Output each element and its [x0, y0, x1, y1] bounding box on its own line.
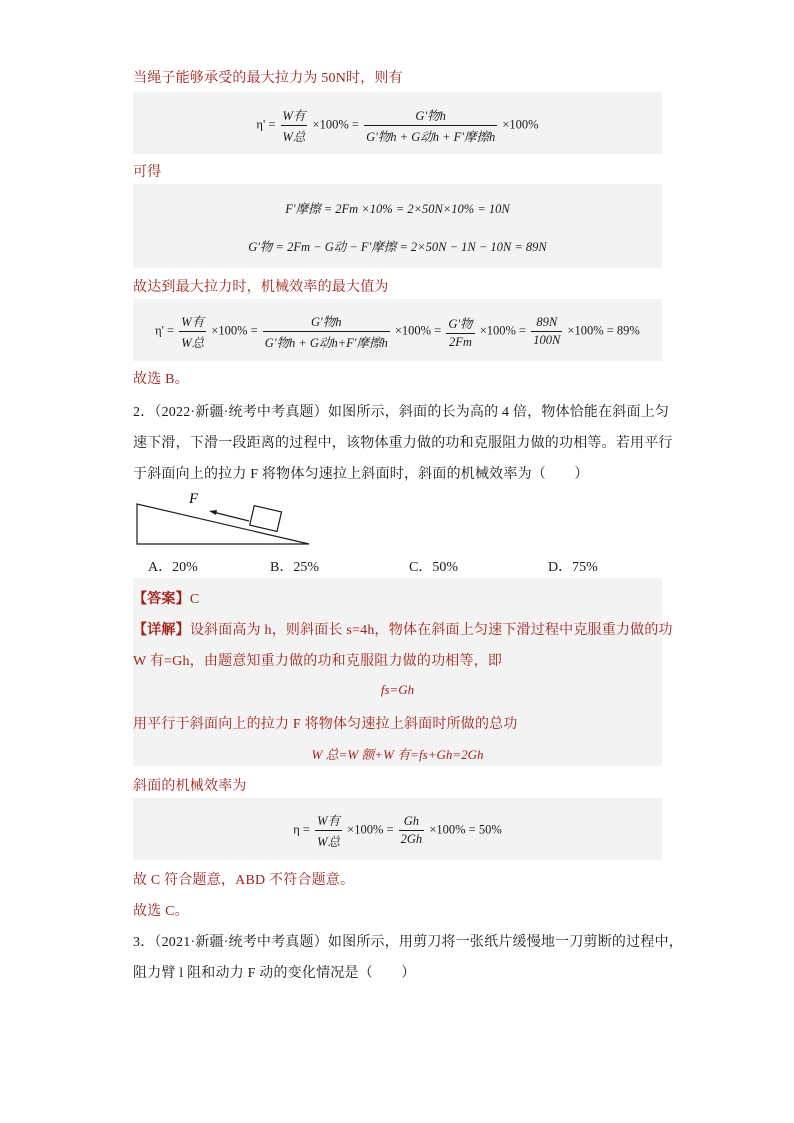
text-c-ok: 故 C 符合题意，ABD 不符合题意。	[133, 873, 355, 888]
text-eff: 斜面的机械效率为	[133, 779, 247, 794]
q2-text-line-3: 于斜面向上的拉力 F 将物体匀速拉上斜面时，斜面的机械效率为（ ）	[133, 467, 589, 482]
q2-text-line-2: 速下滑，下滑一段距离的过程中，该物体重力做的功和克服阻力做的功相等。若用平行	[133, 436, 673, 451]
fraction: $\frac{\text{G'物}}{2Fm}$	[446, 314, 474, 350]
fraction: $\frac{\text{G'物h}}{\text{G'物h + G动h + F'摩擦h}}$	[364, 106, 497, 145]
detail-tag: 【详解】	[133, 623, 190, 638]
formula-lhs: η' =	[256, 117, 279, 132]
fraction: $\frac{Gh}{2Gh}$	[400, 814, 423, 846]
formula-friction: F'摩擦 = 2Fm ×10% = 2×50N×10% = 10N	[285, 202, 510, 216]
fraction: $\frac{\text{W有}}{\text{W总}}$	[315, 811, 342, 850]
choice-c[interactable]: C．50%	[409, 560, 458, 575]
detail-line-3: 用平行于斜面向上的拉力 F 将物体匀速拉上斜面时所做的总功	[133, 717, 518, 732]
formula-box-1	[133, 92, 662, 154]
text-max-force: 当绳子能够承受的最大拉力为 50N时，则有	[133, 71, 403, 86]
force-label: F	[189, 491, 199, 507]
formula-efficiency-general: η' = $\frac{\text{W有}}{\text{W总}}$ ×100% = $\frac{\text{G'物h}}{\text{G'物h + G动h + F'摩擦h}}$ ×100%	[133, 106, 662, 145]
detail-line-1: 【详解】设斜面高为 h，则斜面长 s=4h，物体在斜面上匀速下滑过程中克服重力做的功	[133, 623, 673, 638]
detail-formula-2: W 总=W 额+W 有=fs+Gh=2Gh	[311, 747, 484, 762]
choice-d[interactable]: D．75%	[548, 560, 598, 575]
block	[250, 506, 282, 532]
formula-weight: G'物 = 2Fm − G动 − F'摩擦 = 2×50N − 1N − 10N = 89N	[248, 240, 547, 254]
q3-text-line-2: 阻力臂 l 阻和动力 F 动的变化情况是（ ）	[133, 966, 416, 981]
formula-box-4	[133, 798, 662, 860]
fraction: $\frac{\text{W有}}{\text{W总}}$	[179, 312, 206, 351]
q2-text-line-1: 2．（2022·新疆·统考中考真题）如图所示，斜面的长为高的 4 倍，物体恰能在斜面上匀	[133, 405, 670, 420]
formula-box-2	[133, 184, 662, 268]
answer-line	[133, 588, 199, 608]
formula-efficiency-answer: η = $\frac{\text{W有}}{\text{W总}}$ ×100% = $\frac{Gh}{2Gh}$ ×100% = 50%	[133, 811, 662, 850]
fraction: $\frac{\text{W有}}{\text{W总}}$	[281, 106, 308, 145]
text-kede: 可得	[133, 165, 162, 180]
formula-efficiency-max: η' = $\frac{\text{W有}}{\text{W总}}$ ×100% = $\frac{\text{G'物h}}{\text{G'物h + G动h+F'摩擦h}}$ ×100% = $\frac{\text{G'物}}{2Fm}$ ×100% = $\frac{89N}{100N}$ ×100% = 89%	[133, 312, 662, 351]
answer-tag: 【答案】	[133, 592, 190, 607]
choice-a[interactable]: A．20%	[148, 560, 198, 575]
fraction: $\frac{89N}{100N}$	[533, 315, 561, 347]
incline-triangle	[137, 504, 309, 544]
detail-formula-1: fs=Gh	[380, 682, 415, 697]
detail-line-2: W 有=Gh，由题意知重力做的功和克服阻力做的功相等，即	[133, 654, 503, 669]
fraction: $\frac{\text{G'物h}}{\text{G'物h + G动h+F'摩擦h}}$	[263, 312, 390, 351]
arrowhead	[209, 510, 217, 515]
text-max-eff: 故达到最大拉力时，机械效率的最大值为	[133, 280, 389, 295]
choice-b[interactable]: B．25%	[270, 560, 319, 575]
formula-box-3	[133, 299, 662, 361]
text-choose-c: 故选 C。	[133, 904, 189, 919]
force-arrow	[213, 512, 249, 521]
incline-figure	[133, 486, 315, 548]
answer-value: C	[189, 592, 200, 607]
q3-text-line-1: 3．（2021·新疆·统考中考真题）如图所示，用剪刀将一张纸片缓慢地一刀剪断的过程中，	[133, 935, 683, 950]
text-choose-b: 故选 B。	[133, 372, 189, 387]
answer-box	[133, 578, 673, 766]
